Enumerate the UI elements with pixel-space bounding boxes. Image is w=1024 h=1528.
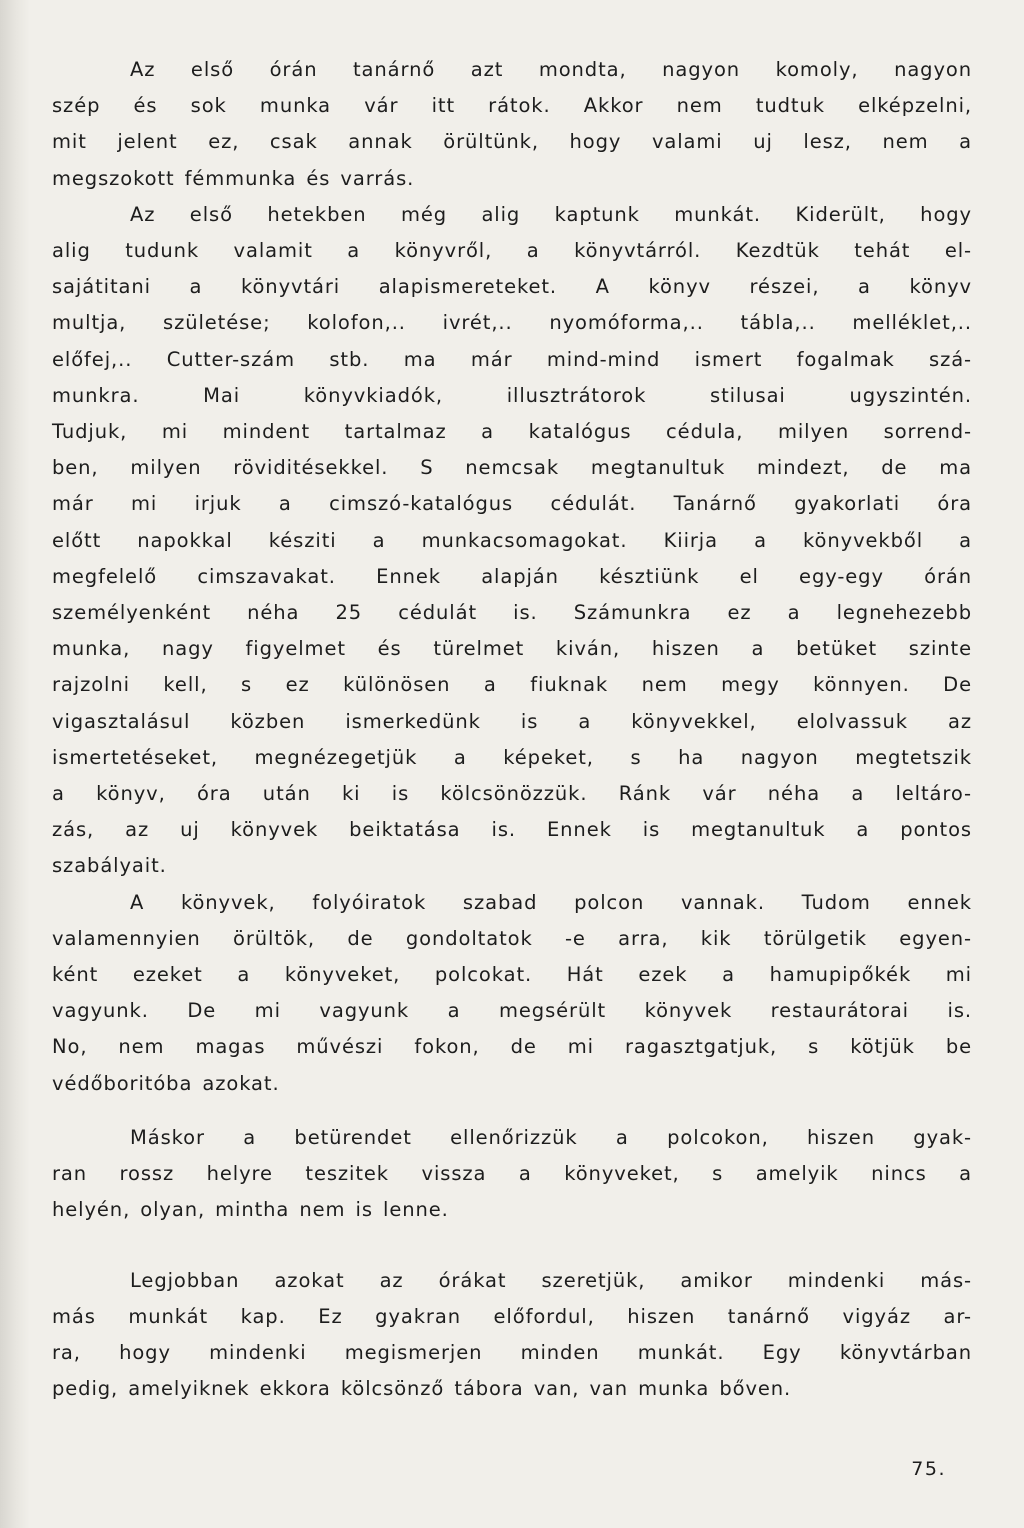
- page-body: [52, 52, 972, 1407]
- text-line: a könyv, óra után ki is kölcsönözzük. Ránk vár néha a leltáro-: [52, 782, 972, 806]
- text-line: A könyvek, folyóiratok szabad polcon vannak. Tudom ennek: [130, 890, 972, 914]
- text-line: szép és sok munka vár itt rátok. Akkor nem tudtuk elképzelni,: [52, 94, 972, 118]
- text-line: védőboritóba azokat.: [52, 1071, 280, 1095]
- text-line: sajátitani a könyvtári alapismereteket. A könyv részei, a könyv: [52, 275, 972, 299]
- text-line: valamennyien örültök, de gondoltatok -e arra, kik törülgetik egyen-: [52, 926, 972, 950]
- text-line: ben, milyen röviditésekkel. S nemcsak megtanultuk mindezt, de ma: [52, 456, 972, 480]
- paragraph: [52, 885, 972, 1102]
- text-line: személyenként néha 25 cédulát is. Számunkra ez a legnehezebb: [52, 601, 972, 625]
- text-line: ként ezeket a könyveket, polcokat. Hát ezek a hamupipőkék mi: [52, 963, 972, 987]
- text-line: már mi irjuk a cimszó-katalógus cédulát. Tanárnő gyakorlati óra: [52, 492, 972, 516]
- text-line: multja, születése; kolofon,.. ivrét,.. nyomóforma,.. tábla,.. melléklet,..: [52, 311, 972, 335]
- text-line: megszokott fémmunka és varrás.: [52, 166, 415, 190]
- page-number: 75.: [911, 1458, 946, 1480]
- text-line: megfelelő cimszavakat. Ennek alapján késztiünk el egy-egy órán: [52, 564, 972, 588]
- text-line: más munkát kap. Ez gyakran előfordul, hiszen tanárnő vigyáz ar-: [52, 1304, 972, 1328]
- text-line: vigasztalásul közben ismerkedünk is a könyvekkel, elolvassuk az: [52, 709, 972, 733]
- text-line: szabályait.: [52, 854, 167, 878]
- text-line: Tudjuk, mi mindent tartalmaz a katalógus cédula, milyen sorrend-: [52, 420, 972, 444]
- text-line: ra, hogy mindenki megismerjen minden munkát. Egy könyvtárban: [52, 1340, 972, 1364]
- text-line: rajzolni kell, s ez különösen a fiuknak nem megy könnyen. De: [52, 673, 972, 697]
- text-line: előfej,.. Cutter-szám stb. ma már mind-mind ismert fogalmak szá-: [52, 347, 972, 371]
- paragraph: [52, 1120, 972, 1229]
- paragraph: [52, 1263, 972, 1408]
- text-line: munka, nagy figyelmet és türelmet kiván, hiszen a betüket szinte: [52, 637, 972, 661]
- text-line: Máskor a betürendet ellenőrizzük a polcokon, hiszen gyak-: [130, 1125, 972, 1149]
- text-line: Az első hetekben még alig kaptunk munkát. Kiderült, hogy: [130, 202, 972, 226]
- text-line: alig tudunk valamit a könyvről, a könyvtárról. Kezdtük tehát el-: [52, 239, 972, 263]
- text-line: Az első órán tanárnő azt mondta, nagyon komoly, nagyon: [130, 58, 972, 81]
- text-line: munkra. Mai könyvkiadók, illusztrátorok stilusai ugyszintén.: [52, 383, 972, 407]
- text-line: Legjobban azokat az órákat szeretjük, amikor mindenki más-: [130, 1268, 972, 1292]
- text-line: vagyunk. De mi vagyunk a megsérült könyvek restaurátorai is.: [52, 999, 972, 1023]
- text-line: előtt napokkal késziti a munkacsomagokat. Kiirja a könyvekből a: [52, 528, 972, 552]
- text-line: zás, az uj könyvek beiktatása is. Ennek is megtanultuk a pontos: [52, 818, 972, 842]
- text-line: pedig, amelyiknek ekkora kölcsönző tábora van, van munka bőven.: [52, 1377, 792, 1401]
- binding-edge: [0, 0, 30, 1528]
- text-line: ran rossz helyre teszitek vissza a könyveket, s amelyik nincs a: [52, 1162, 972, 1186]
- paragraph: [52, 52, 972, 197]
- text-line: ismertetéseket, megnézegetjük a képeket, s ha nagyon megtetszik: [52, 745, 972, 769]
- paragraph: [52, 197, 972, 885]
- text-line: mit jelent ez, csak annak örültünk, hogy valami uj lesz, nem a: [52, 130, 972, 154]
- text-line: No, nem magas művészi fokon, de mi ragasztgatjuk, s kötjük be: [52, 1035, 972, 1059]
- text-line: helyén, olyan, mintha nem is lenne.: [52, 1198, 449, 1222]
